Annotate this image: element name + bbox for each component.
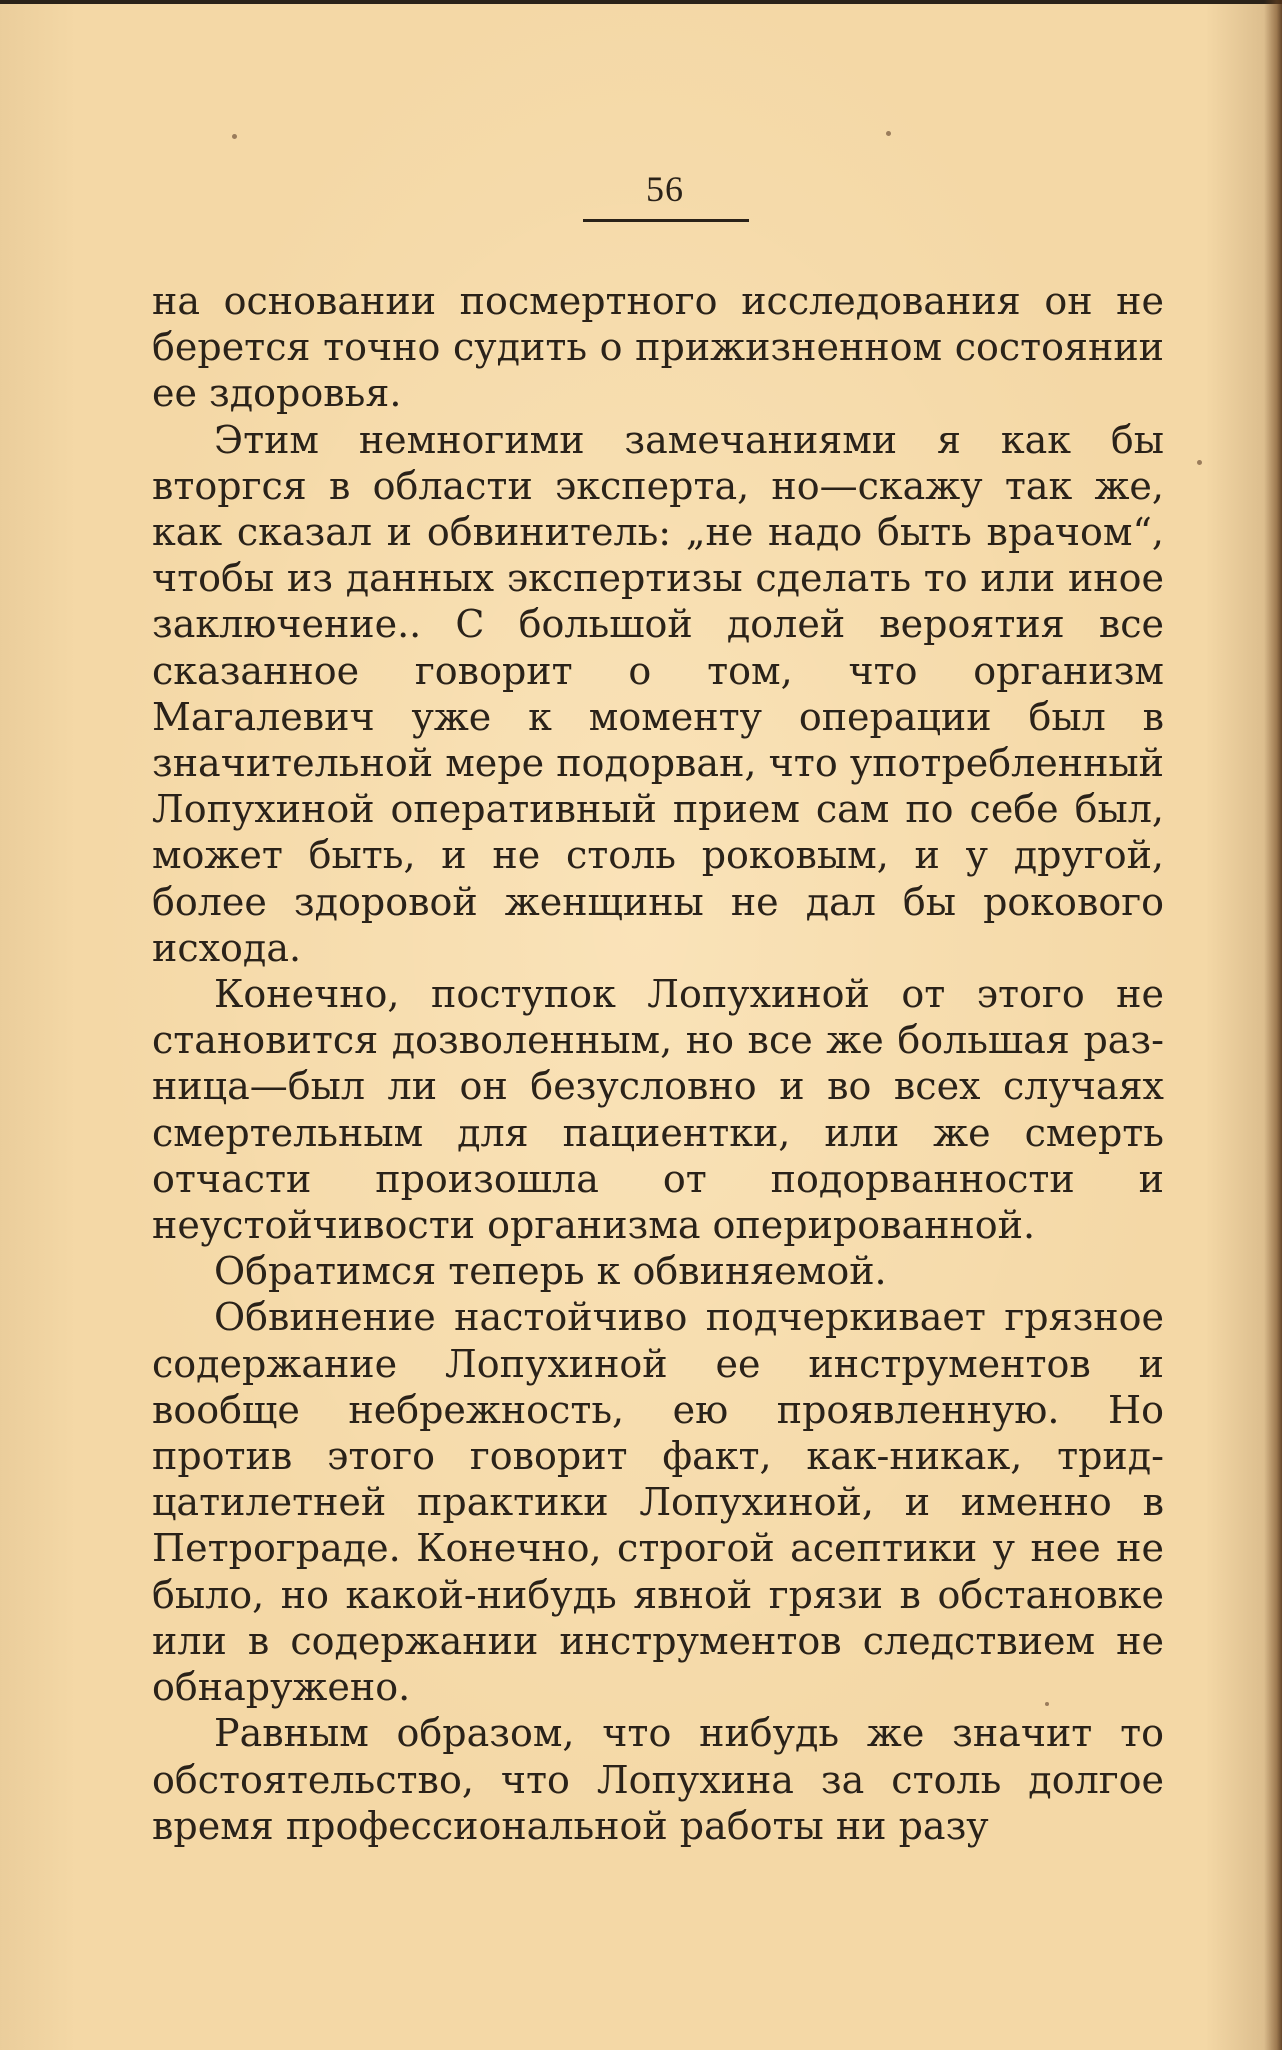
page-number-rule [583,219,749,222]
body-text [152,278,1164,1849]
page-number: 56 [646,169,684,209]
paper-speck [1197,460,1202,465]
paragraph-1: на основании посмертного исследования он не берется точно судить о прижизненном состоянии ее здоровья. [152,279,1164,416]
paragraph-6: Равным образом, что нибудь же значит то обстоятельство, что Лопухина за столь долгое время профессиональной работы ни разу [152,1711,1164,1848]
paragraph-5: Обвинение настойчиво подчеркивает грязное содержание Лопухиной ее инструментов и вообще небрежность, ею проявленную. Но против этого говорит факт, как-никак, тридцатилетней практики Лопухиной, и именно в Петрограде. Конечно, строгой асептики у нее не было, но какой-нибудь явной грязи в обстановке или в содержании инструментов следствием не обнаружено. [152,1295,1164,1710]
paragraph-4: Обратимся теперь к обвиняемой. [214,1249,887,1294]
page-top-edge [0,0,1282,4]
paper-speck [886,131,891,136]
paragraph-3: Конечно, поступок Лопухиной от этого не становится дозволенным, но все же большая разница—был ли он безусловно и во всех случаях смертельным для пациентки, или же смерть отчасти произошла от подорванности и неустойчивости организма оперированной. [152,972,1164,1248]
paragraph-2: Этим немногими замечаниями я как бы вторгся в области эксперта, но—скажу так же, как сказал и обвинитель: „не надо быть врачом“, чтобы из данных экспертизы сделать то или иное заключение.. С большой долей вероятия все сказанное говорит о том, что организм Магалевич уже к моменту операции был в значительной мере подорван, что употребленный Лопухиной оперативный прием сам по себе был, может быть, и не столь роковым, и у другой, более здоровой женщины не дал бы рокового исхода. [152,417,1164,970]
page-binding-shadow [1264,0,1282,2050]
paper-speck [232,134,237,139]
